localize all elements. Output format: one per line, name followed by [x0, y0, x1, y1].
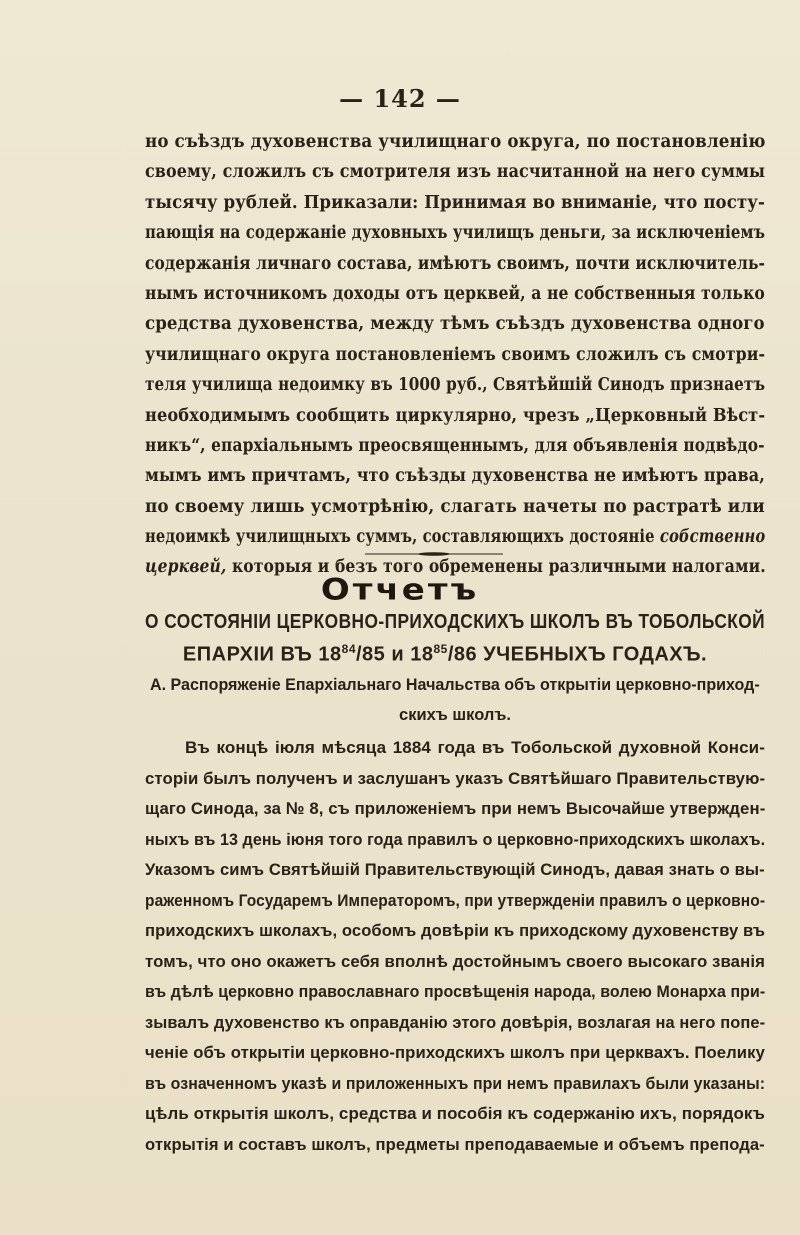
text-line: мымъ имъ причтамъ, что съѣзды духовенства не имѣютъ права,	[145, 466, 765, 487]
text-line: содержанія личнаго состава, имѣютъ своимъ, почти исключитель-	[145, 253, 766, 274]
report-subheading-line: О СОСТОЯНІИ ЦЕРКОВНО-ПРИХОДСКИХЪ ШКОЛЪ ВЪ ТОБОЛЬСКОЙ	[145, 611, 766, 633]
section-a-title: А. Распоряженіе Епархіальнаго Начальства объ открытіи церковно-приход-	[150, 676, 760, 694]
page-number: — 142 —	[339, 84, 461, 113]
text-line: Въ концѣ іюля мѣсяца 1884 года въ Тобольской духовной Конси-	[185, 738, 765, 757]
paragraph-synod-decision	[145, 127, 765, 583]
report-subheading-line	[165, 642, 725, 667]
text-line: своему, сложилъ съ смотрителя изъ насчитанной на него суммы	[145, 162, 766, 183]
text-line: пающія на содержаніе духовныхъ училищъ деньги, за исключеніемъ	[145, 223, 766, 244]
text-line-mixed	[145, 522, 765, 552]
text-line: зывалъ духовенство къ оправданію этого довѣрія, возлагая на него попе-	[145, 1012, 766, 1032]
text-line: въ означенномъ указѣ и приложенныхъ при немъ правилахъ были указаны:	[145, 1073, 766, 1093]
section-heading: Отчетъ	[320, 573, 480, 607]
italic-word: собственно	[659, 527, 766, 548]
text-line: приходскихъ школахъ, особомъ довѣріи къ приходскому духовенству въ	[145, 921, 766, 940]
text-line: средства духовенства, между тѣмъ съѣздъ духовенства одного	[145, 314, 765, 335]
text-line: щаго Синода, за № 8, съ приложеніемъ при немъ Высочайше утвержден-	[145, 799, 766, 818]
text-line: въ дѣлѣ церковно православнаго просвѣщенія народа, волею Монарха при-	[145, 982, 766, 1001]
text-line: раженномъ Государемъ Императоромъ, при утвержденіи правилъ о церковно-	[145, 890, 766, 910]
text-line: нымъ источникомъ доходы отъ церквей, а не собственныя только	[145, 283, 765, 304]
text-segment: /85 и 18	[356, 643, 434, 666]
superscript: 85	[433, 642, 448, 656]
paragraph-report-body	[145, 733, 765, 1160]
text-line: ченіе объ открытіи церковно-приходскихъ школъ при церквахъ. Поелику	[145, 1043, 765, 1062]
text-segment: недоимкѣ училищныхъ суммъ, составляющихъ достояніе	[145, 527, 655, 548]
text-line: ныхъ въ 13 день іюня того года правилъ о церковно-приходскихъ школахъ.	[145, 829, 766, 849]
text-line: томъ, что оно окажетъ себя вполнѣ достойнымъ своего высокаго званія	[145, 951, 766, 971]
text-line: сторіи былъ полученъ и заслушанъ указъ Святѣйшаго Правительствую-	[145, 768, 766, 788]
text-line: по своему лишь усмотрѣнію, слагать начеты по растратѣ или	[145, 496, 765, 517]
superscript: 84	[341, 642, 356, 656]
section-a-title-cont: скихъ школъ.	[399, 706, 511, 724]
text-segment: /86 УЧЕБНЫХЪ ГОДАХЪ.	[447, 643, 708, 666]
italic-word: церквей,	[145, 557, 227, 578]
ornamental-divider	[365, 552, 503, 556]
text-line: необходимымъ сообщить циркулярно, чрезъ „Церковный Вѣст-	[145, 405, 766, 426]
text-line: теля училища недоимку въ 1000 руб., Святѣйшій Синодъ признаетъ	[145, 375, 766, 396]
text-line: тысячу рублей. Приказали: Принимая во вниманіе, что посту-	[145, 192, 765, 213]
text-line: училищнаго округа постановленіемъ своимъ сложилъ съ смотри-	[145, 344, 766, 365]
text-line: цѣль открытія школъ, средства и пособія къ содержанію ихъ, порядокъ	[145, 1104, 765, 1123]
text-line: но съѣздъ духовенства училищнаго округа, по постановленію	[145, 132, 766, 152]
text-line: Указомъ симъ Святѣйшій Правительствующій Синодъ, давая знать о вы-	[145, 860, 765, 879]
text-line: никъ“, епархіальнымъ преосвященнымъ, для объявленія подвѣдо-	[145, 435, 765, 456]
text-segment: которыя и безъ того обременены различными налогами.	[231, 557, 766, 578]
text-line: открытія и составъ школъ, предметы преподаваемые и объемъ препода-	[145, 1134, 765, 1154]
text-segment: ЕПАРХІИ ВЪ 18	[182, 643, 342, 666]
